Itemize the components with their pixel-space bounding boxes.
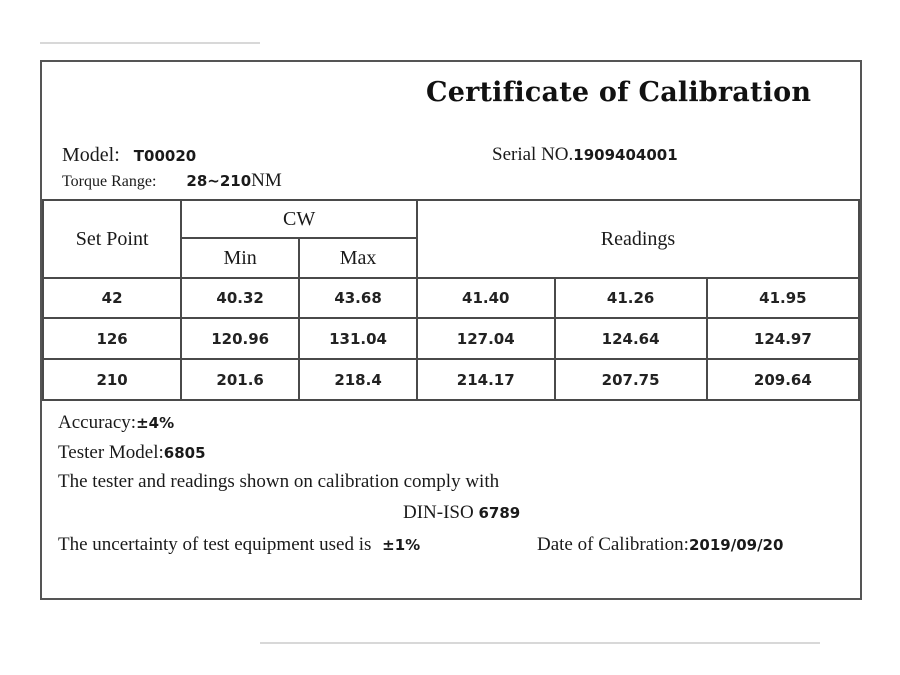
reading-cell: 41.26 <box>555 278 707 318</box>
set-point-cell: 210 <box>43 359 181 400</box>
model-label: Model: <box>62 144 120 166</box>
reading-cell: 124.64 <box>555 318 707 359</box>
standard-label: DIN-ISO <box>403 502 474 523</box>
table-row <box>43 318 859 359</box>
serial-line <box>492 144 678 166</box>
readings-header: Readings <box>417 200 859 278</box>
torque-range-value: 28~210 <box>186 172 252 190</box>
reading-cell: 41.95 <box>707 278 859 318</box>
min-cell: 201.6 <box>181 359 299 400</box>
max-cell: 43.68 <box>299 278 417 318</box>
standard-line <box>403 502 520 524</box>
min-header: Min <box>181 238 299 278</box>
tester-model-value: 6805 <box>163 444 206 462</box>
reading-cell: 214.17 <box>417 359 555 400</box>
uncertainty-label: The uncertainty of test equipment used is <box>58 534 372 555</box>
calibration-date-label: Date of Calibration: <box>537 534 689 555</box>
accuracy-line <box>58 412 174 434</box>
tester-model-line <box>58 442 206 464</box>
scan-edge-top <box>40 42 260 44</box>
torque-range-unit: NM <box>251 170 282 191</box>
tester-model-label: Tester Model: <box>58 442 164 463</box>
serial-value: 1909404001 <box>573 146 678 164</box>
reading-cell: 209.64 <box>707 359 859 400</box>
min-cell: 40.32 <box>181 278 299 318</box>
calibration-date-value: 2019/09/20 <box>688 536 784 554</box>
reading-cell: 41.40 <box>417 278 555 318</box>
serial-label: Serial NO. <box>492 144 574 165</box>
certificate-title: Certificate of Calibration <box>426 77 812 108</box>
set-point-cell: 42 <box>43 278 181 318</box>
min-cell: 120.96 <box>181 318 299 359</box>
model-line <box>62 144 196 167</box>
compliance-text: The tester and readings shown on calibration comply with <box>58 471 500 492</box>
calibration-date-line <box>537 534 783 556</box>
max-cell: 131.04 <box>299 318 417 359</box>
uncertainty-line <box>58 534 420 556</box>
table-row <box>43 278 859 318</box>
reading-cell: 127.04 <box>417 318 555 359</box>
torque-range-label: Torque Range: <box>62 173 157 190</box>
scan-edge-bottom <box>260 642 820 644</box>
model-value: T00020 <box>133 147 197 165</box>
max-header: Max <box>299 238 417 278</box>
cw-header: CW <box>181 200 417 238</box>
reading-cell: 124.97 <box>707 318 859 359</box>
calibration-table <box>42 199 860 401</box>
reading-cell: 207.75 <box>555 359 707 400</box>
set-point-cell: 126 <box>43 318 181 359</box>
set-point-header: Set Point <box>43 200 181 278</box>
uncertainty-value: ±1% <box>382 536 421 554</box>
torque-range-line <box>62 170 282 192</box>
accuracy-label: Accuracy: <box>58 412 137 433</box>
certificate <box>40 60 862 600</box>
max-cell: 218.4 <box>299 359 417 400</box>
accuracy-value: ±4% <box>136 414 175 432</box>
table-row <box>43 359 859 400</box>
standard-value: 6789 <box>478 504 521 522</box>
